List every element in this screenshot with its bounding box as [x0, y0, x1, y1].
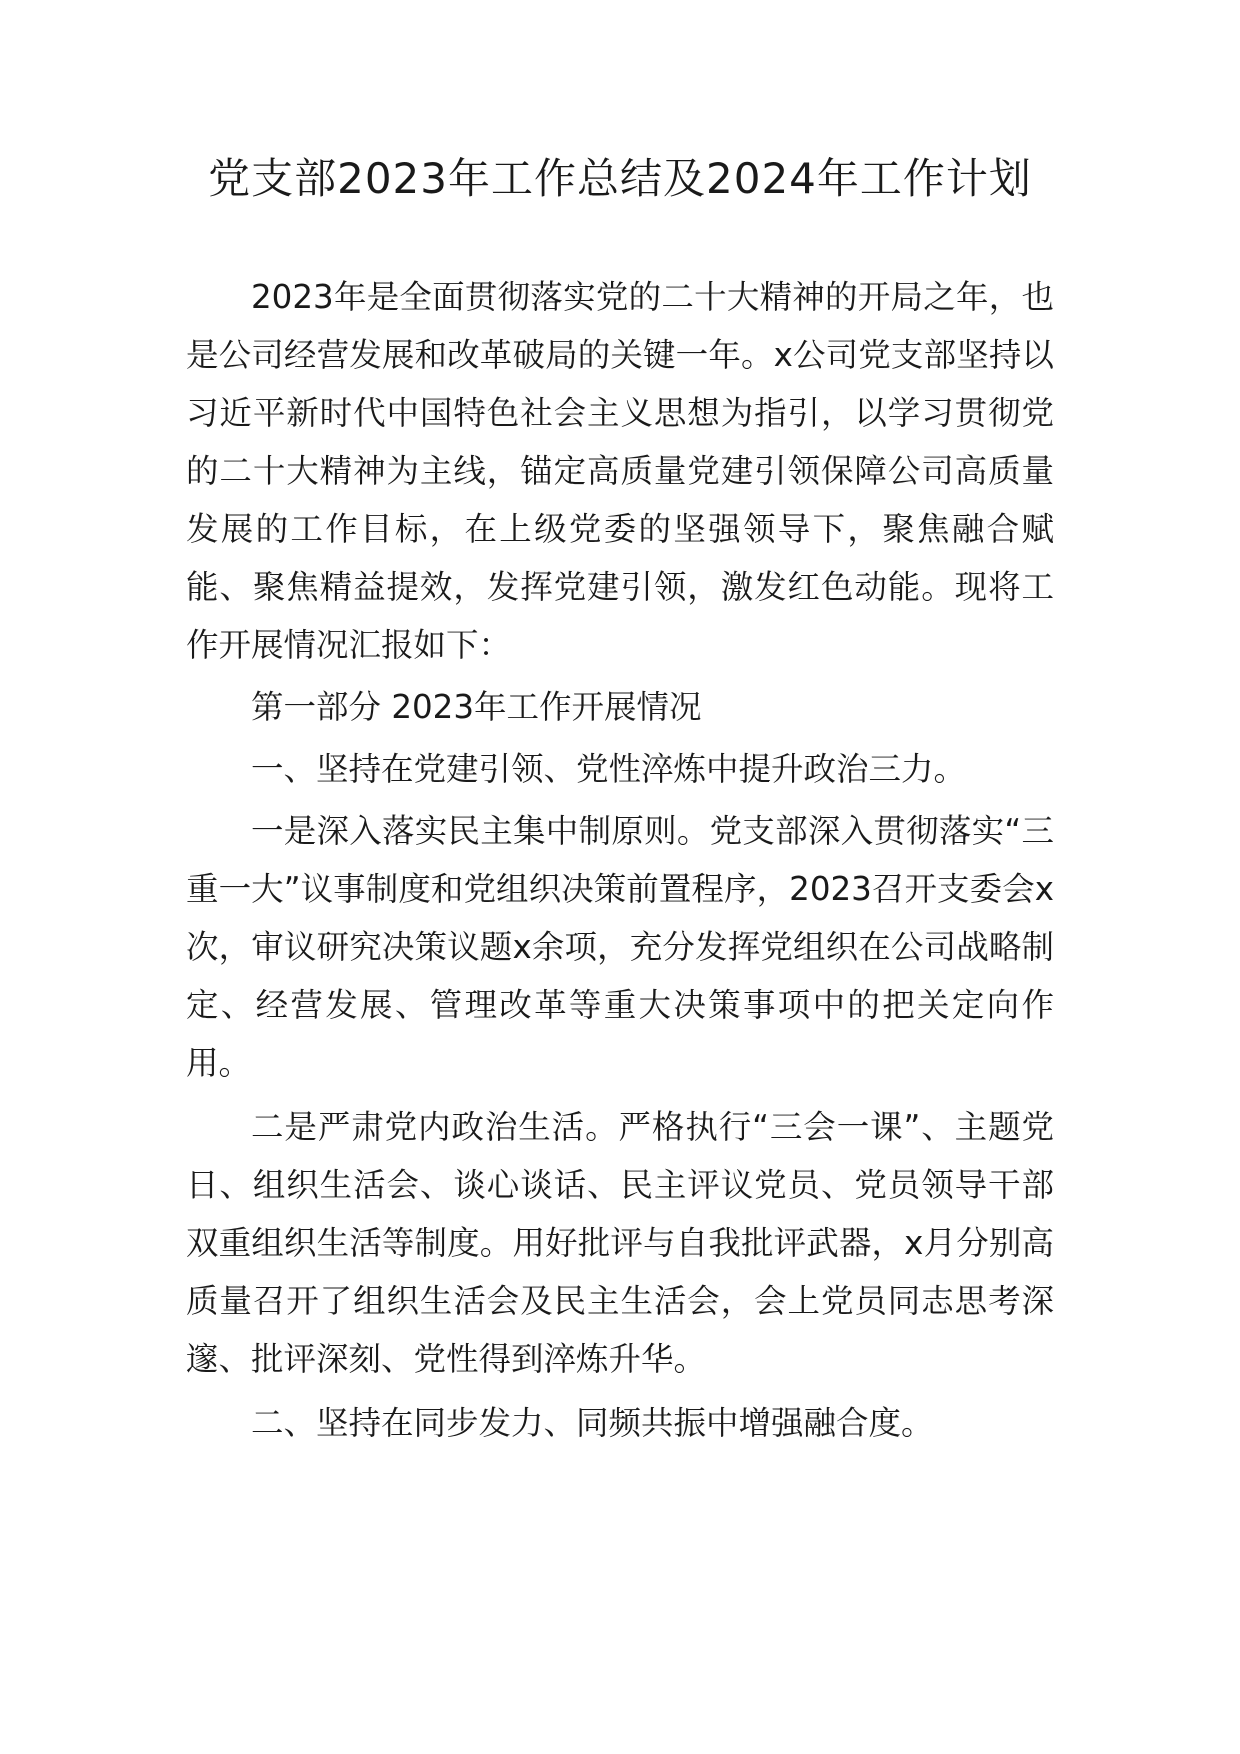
section-two-heading: 二、坚持在同步发力、同频共振中增强融合度。 [251, 1404, 934, 1442]
intro-paragraph: 2023年是全面贯彻落实党的二十大精神的开局之年，也是公司经营发展和改革破局的关键一年。x公司党支部坚持以习近平新时代中国特色社会主义思想为指引，以学习贯彻党的二十大精神为主线，锚定高质量党建引领保障公司高质量发展的工作目标，在上级党委的坚强领导下，聚焦融合赋能、聚焦精益提效，发挥党建引领，激发红色动能。现将工作开展情况汇报如下： [186, 278, 1054, 664]
section-one-heading: 一、坚持在党建引领、党性淬炼中提升政治三力。 [251, 750, 967, 788]
political-life-paragraph: 二是严肃党内政治生活。严格执行“三会一课”、主题党日、组织生活会、谈心谈话、民主评议党员、党员领导干部双重组织生活等制度。用好批评与自我批评武器，x月分别高质量召开了组织生活会及民主生活会，会上党员同志思考深邃、批评深刻、党性得到淬炼升华。 [186, 1108, 1054, 1378]
democratic-centralism-paragraph: 一是深入落实民主集中制原则。党支部深入贯彻落实“三重一大”议事制度和党组织决策前置程序，2023召开支委会x次，审议研究决策议题x余项，充分发挥党组织在公司战略制定、经营发展、管理改革等重大决策事项中的把关定向作用。 [186, 812, 1054, 1082]
document-title: 党支部2023年工作总结及2024年工作计划 [208, 154, 1032, 203]
document-body [186, 268, 1054, 1452]
part-one-heading: 第一部分 2023年工作开展情况 [251, 688, 702, 726]
